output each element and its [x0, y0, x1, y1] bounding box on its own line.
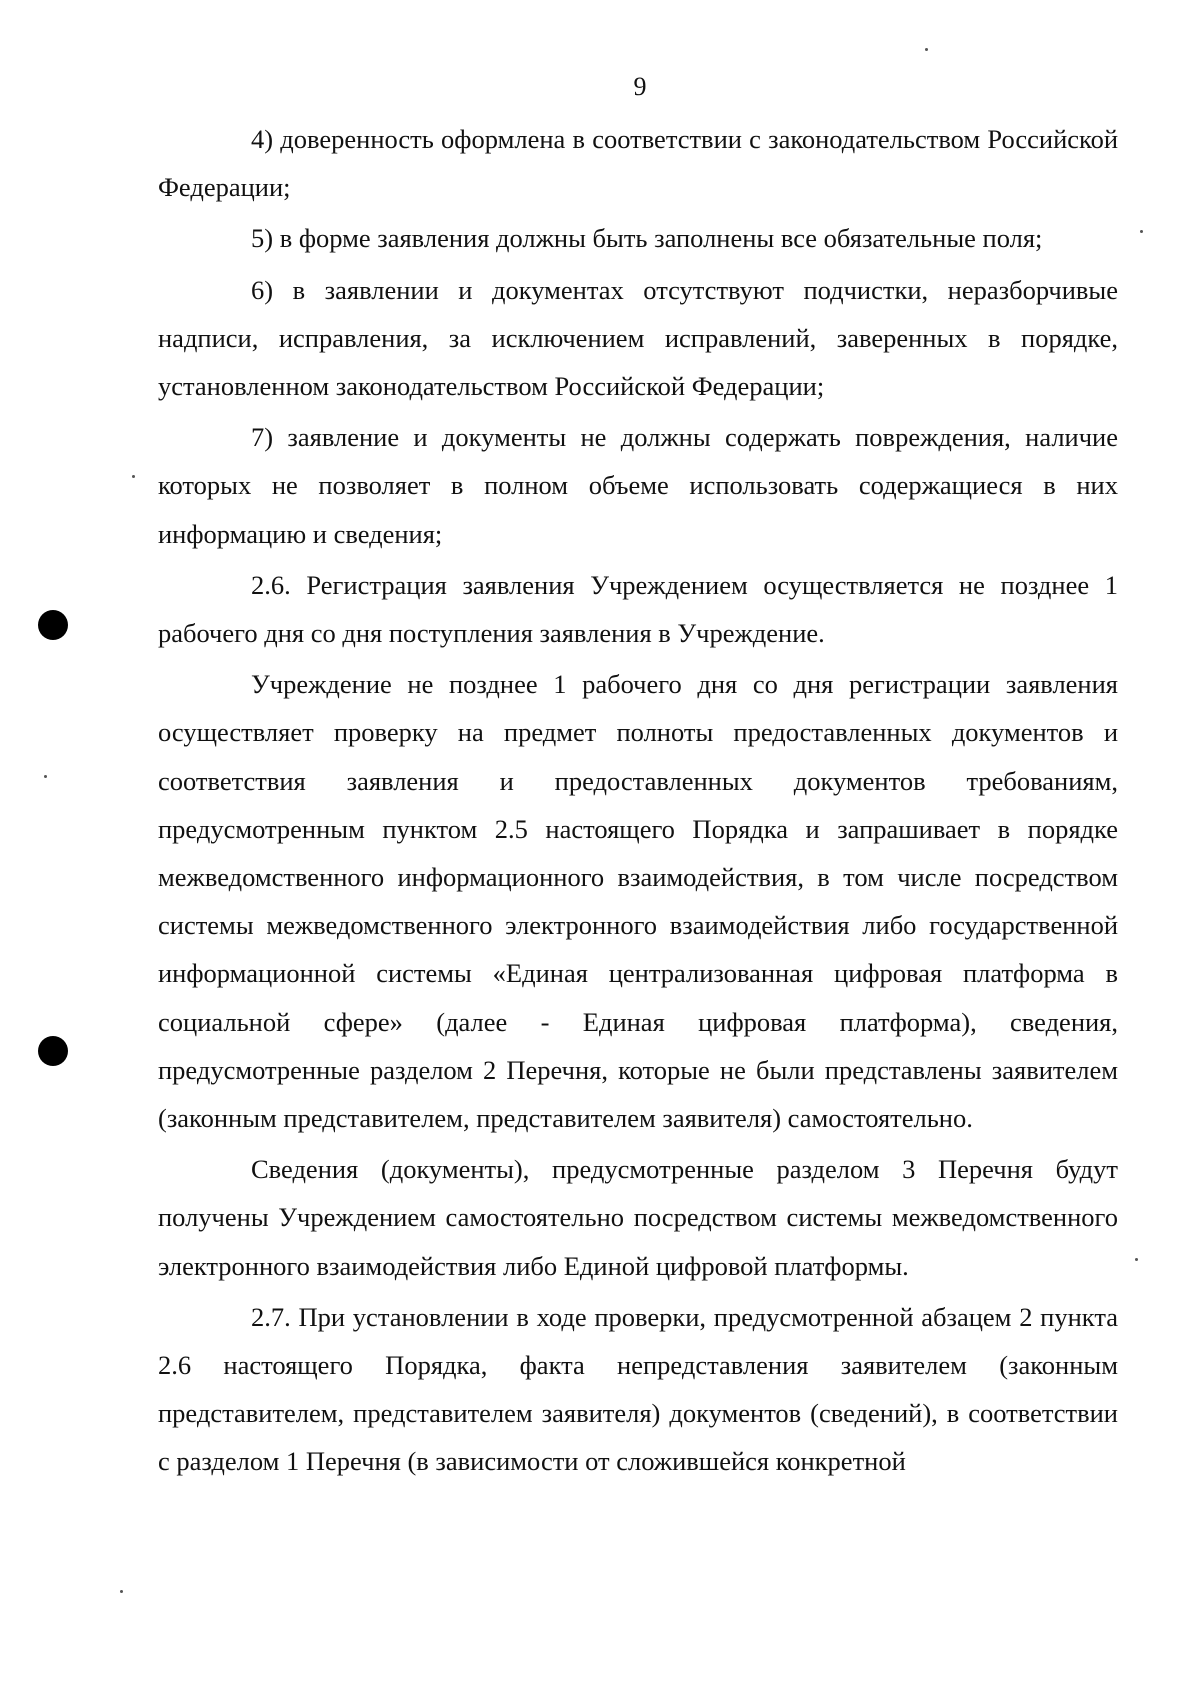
document-body: [158, 115, 1118, 1486]
punch-hole-bottom: [38, 1036, 68, 1066]
scan-speck: [120, 1590, 123, 1593]
scan-speck: [925, 48, 928, 51]
page-number: 9: [633, 72, 647, 101]
paragraph-2-6: 2.6. Регистрация заявления Учреждением осуществляется не позднее 1 рабочего дня со дня поступления заявления в Учреждение.: [158, 569, 1118, 649]
scan-speck: [44, 775, 47, 778]
paragraph-item-6: 6) в заявлении и документах отсутствуют подчистки, неразборчивые надписи, исправления, за исключением исправлений, заверенных в порядке, установленном законодательством Российской Федерации;: [158, 274, 1118, 402]
scan-speck: [132, 475, 135, 478]
paragraph-2-6-check: Учреждение не позднее 1 рабочего дня со дня регистрации заявления осуществляет проверку на предмет полноты предоставленных документов и соответствия заявления и предоставленных документов требованиям, предусмотренным пунктом 2.5 настоящего Порядка и запрашивает в порядке межведомственного информационного взаимодействия, в том числе посредством системы межведомственного электронного взаимодействия либо государственной информационной системы «Единая централизованная цифровая платформа в социальной сфере» (далее - Единая цифровая платформа), сведения, предусмотренные разделом 2 Перечня, которые не были представлены заявителем (законным представителем, представителем заявителя) самостоятельно.: [158, 669, 1118, 1134]
paragraph-item-5: 5) в форме заявления должны быть заполнены все обязательные поля;: [251, 223, 1043, 254]
paragraph-item-4: 4) доверенность оформлена в соответствии с законодательством Российской Федерации;: [158, 124, 1118, 203]
paragraph-item-7: 7) заявление и документы не должны содержать повреждения, наличие которых не позволяет в полном объеме использовать содержащиеся в них информацию и сведения;: [158, 422, 1118, 549]
paragraph-2-6-section3: Сведения (документы), предусмотренные разделом 3 Перечня будут получены Учреждением самостоятельно посредством системы межведомственного электронного взаимодействия либо Единой цифровой платформы.: [158, 1154, 1118, 1281]
scan-speck: [1135, 1258, 1138, 1261]
punch-hole-top: [38, 610, 68, 640]
scan-speck: [1140, 230, 1143, 233]
paragraph-2-7: 2.7. При установлении в ходе проверки, предусмотренной абзацем 2 пункта 2.6 настоящего Порядка, факта непредставления заявителем (законным представителем, представителем заявителя) документов (сведений), в соответствии с разделом 1 Перечня (в зависимости от сложившейся конкретной: [158, 1301, 1118, 1477]
